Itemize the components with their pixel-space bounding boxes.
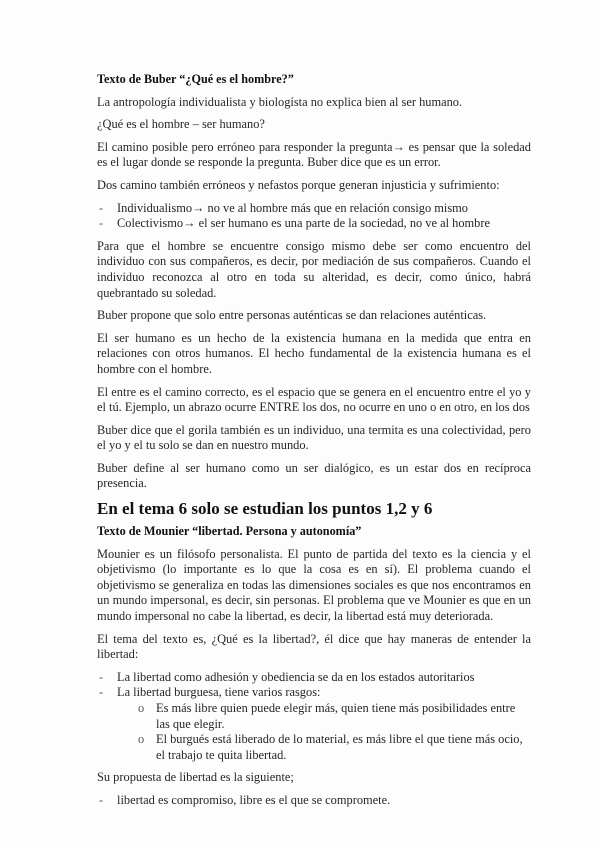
bullet-list (97, 670, 531, 764)
paragraph: Dos camino también erróneos y nefastos porque generan injusticia y sufrimiento: (97, 177, 500, 192)
circle-marker: o (138, 701, 145, 715)
paragraph: Para que el hombre se encuentre consigo mismo debe ser como encuentro del individuo con sus compañeros, es decir, por mediación de sus compañeros. Cuando el individuo reconozca al otro en toda su alteridad, es decir, como único, habrá quebrantado su soledad. (97, 238, 531, 300)
sub-list-item (138, 732, 531, 763)
dash-marker: - (99, 685, 104, 700)
dash-marker: - (99, 200, 104, 215)
paragraph: El tema del texto es, ¿Qué es la libertad?, él dice que hay maneras de entender la libertad: (97, 631, 531, 662)
section-title-buber: Texto de Buber “¿Qué es el hombre?” (97, 72, 294, 86)
bullet-list (97, 201, 531, 232)
list-item-text: Colectivismo→ el ser humano es una parte de la sociedad, no ve al hombre (117, 216, 490, 231)
paragraph: ¿Qué es el hombre – ser humano? (97, 117, 265, 132)
list-item-text: La libertad burguesa, tiene varios rasgos: (117, 685, 321, 700)
circle-marker: o (138, 732, 145, 747)
list-item (99, 685, 531, 701)
list-item (99, 216, 531, 232)
bullet-list (97, 793, 531, 809)
paragraph: Mounier es un filósofo personalista. El punto de partida del texto es la ciencia y el objetivismo (lo importante es lo que la cosa es en sí). El problema cuando el objetivismo se generaliza en todas las dimensiones sociales es que nos encontramos en un mundo impersonal, es decir, sin personas. El problema que ve Mounier es que en un mundo impersonal no cabe la libertad, es decir, la libertad está muy deteriorada. (97, 546, 531, 624)
dash-marker: - (99, 216, 104, 231)
paragraph: El ser humano es un hecho de la existencia humana en la medida que entra en relaciones con otros humanos. El hecho fundamental de la existencia humana es el hombre con el hombre. (97, 330, 531, 376)
paragraph: El entre es el camino correcto, es el espacio que se genera en el encuentro entre el yo y el tú. Ejemplo, un abrazo ocurre ENTRE los dos, no ocurre en uno o en otro, en los dos (97, 384, 531, 415)
paragraph: Buber propone que solo entre personas auténticas se dan relaciones auténticas. (97, 308, 487, 323)
list-item-text: La libertad como adhesión y obediencia se da en los estados autoritarios (117, 669, 475, 684)
list-item-text: Individualismo→ no ve al hombre más que en relación consigo mismo (117, 200, 468, 215)
list-item-text: El burgués está liberado de lo material, es más libre el que tiene más ocio, el trabajo te quita libertad. (156, 732, 523, 762)
section-title-mounier: Texto de Mounier “libertad. Persona y autonomía” (97, 524, 362, 539)
list-item (99, 792, 531, 809)
list-item-text: libertad es compromiso, libre es el que se compromete. (117, 792, 391, 807)
paragraph: Buber define al ser humano como un ser dialógico, es un estar dos en recíproca presencia. (97, 460, 531, 491)
list-item (99, 669, 531, 686)
list-item-text: Es más libre quien puede elegir más, quien tiene más posibilidades entre las que elegir. (156, 701, 516, 731)
document-body (97, 72, 531, 816)
list-item (99, 200, 531, 217)
paragraph: Su propuesta de libertad es la siguiente; (97, 770, 294, 785)
paragraph: El camino posible pero erróneo para responder la pregunta→ es pensar que la soledad es el lugar donde se responde la pregunta. Buber dice que es un error. (97, 139, 531, 170)
dash-marker: - (99, 792, 104, 807)
paragraph: La antropología individualista y biologísta no explica bien al ser humano. (97, 94, 463, 109)
paragraph: Buber dice que el gorila también es un individuo, una termita es una colectividad, pero el yo y el tu solo se dan en nuestro mundo. (97, 422, 531, 453)
section-heading: En el tema 6 solo se estudian los puntos 1,2 y 6 (97, 499, 433, 519)
dash-marker: - (99, 669, 104, 684)
sub-list-item (138, 701, 531, 732)
